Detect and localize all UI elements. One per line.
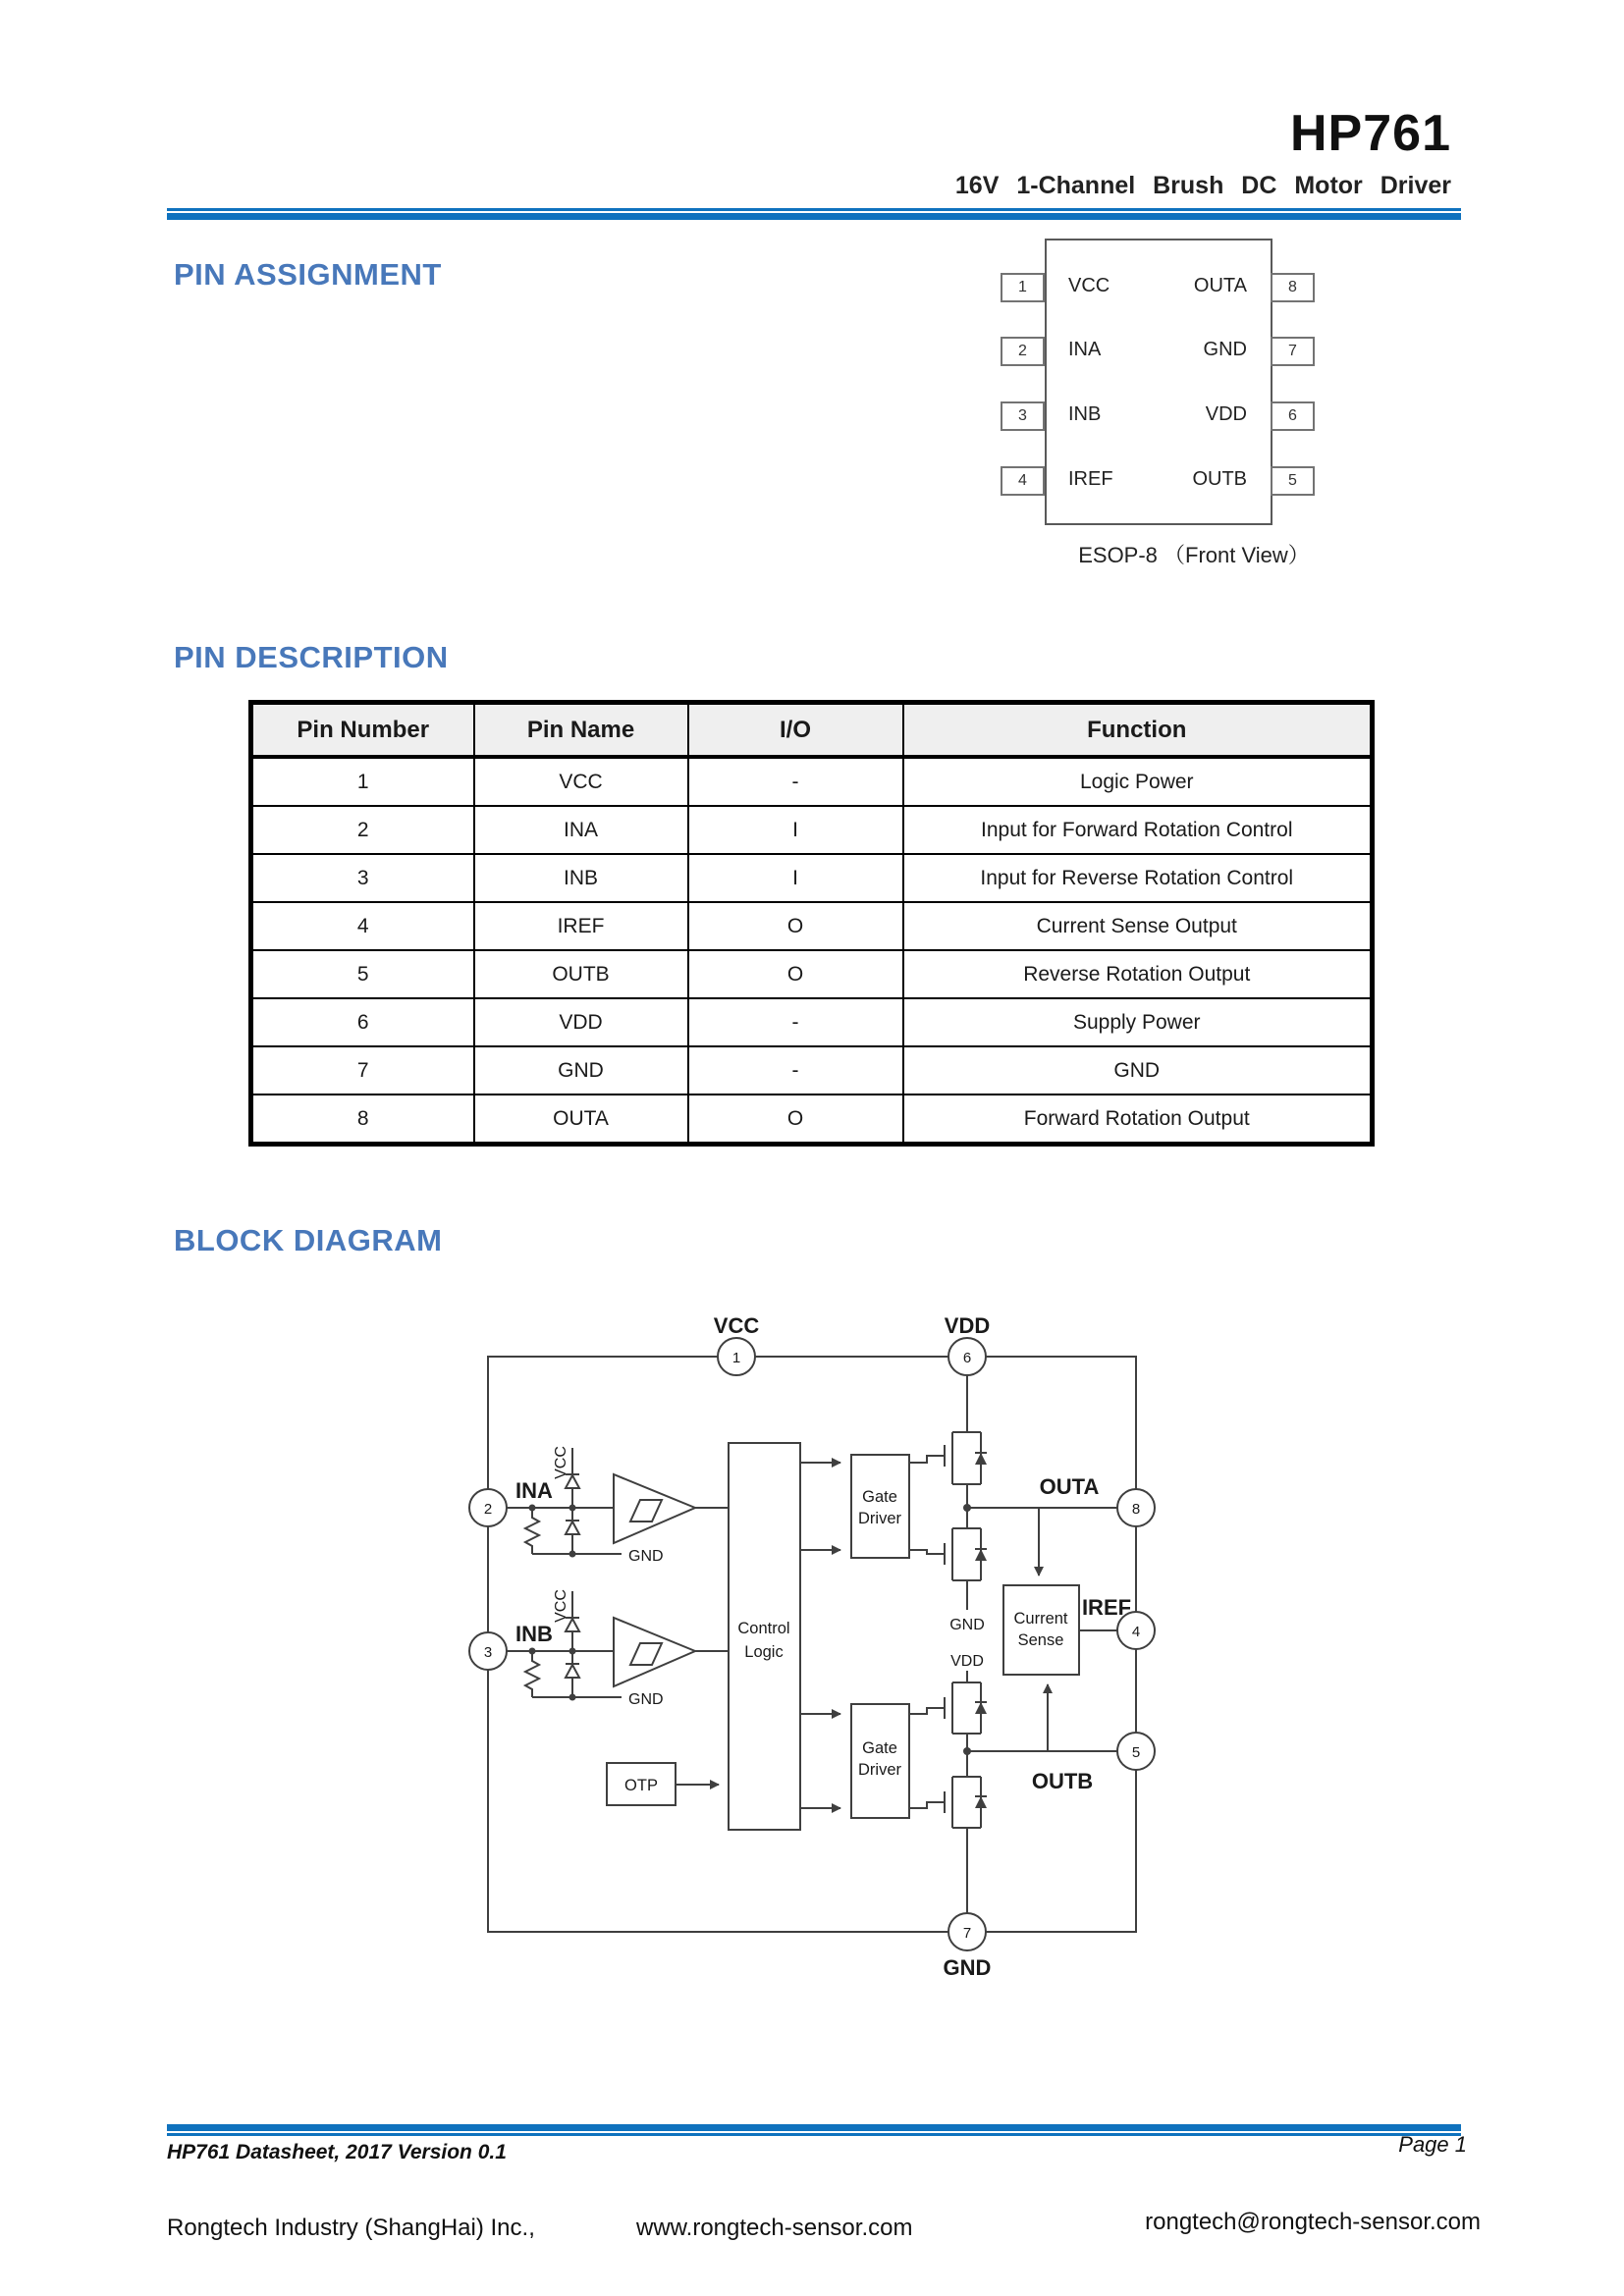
mosfet-low-b xyxy=(943,1777,987,1828)
col-header-pin-number: Pin Number xyxy=(251,703,474,758)
inb-vcc-net-label: VCC xyxy=(553,1589,569,1623)
footer-rule-thick xyxy=(167,2124,1461,2131)
chip-pinname-ina: INA xyxy=(1068,339,1102,360)
chip-pinbox-5: 5 xyxy=(1271,466,1315,496)
bridge-b-vdd-label: VDD xyxy=(950,1653,984,1670)
mosfet-high-a xyxy=(943,1432,987,1484)
heading-pin-description: PIN DESCRIPTION xyxy=(174,640,449,674)
page-title: HP761 xyxy=(1290,105,1451,162)
svg-text:3: 3 xyxy=(483,1644,493,1661)
svg-text:6: 6 xyxy=(962,1350,972,1366)
label-vdd: VDD xyxy=(944,1313,991,1338)
label-inb: INB xyxy=(515,1622,553,1646)
chip-pinbox-1: 1 xyxy=(1001,273,1045,302)
svg-text:Driver: Driver xyxy=(858,1510,901,1527)
table-row: 3 INB I Input for Reverse Rotation Control xyxy=(251,854,1373,902)
pin-description-table xyxy=(248,700,1375,1147)
svg-text:Sense: Sense xyxy=(1017,1631,1064,1649)
table-row: 2 INA I Input for Forward Rotation Control xyxy=(251,806,1373,854)
current-sense-block xyxy=(1003,1585,1079,1675)
mosfet-high-b xyxy=(943,1682,987,1734)
chip-pinname-outb: OUTB xyxy=(1192,468,1247,490)
svg-text:Logic: Logic xyxy=(744,1643,784,1661)
svg-text:Current: Current xyxy=(1013,1610,1068,1628)
chip-pinbox-6: 6 xyxy=(1271,401,1315,431)
footer-page-number: Page 1 xyxy=(1398,2132,1467,2157)
svg-text:Gate: Gate xyxy=(862,1739,897,1757)
table-row: 8 OUTA O Forward Rotation Output xyxy=(251,1095,1373,1145)
ina-schmitt-buffer xyxy=(614,1474,695,1543)
col-header-function: Function xyxy=(903,703,1373,758)
table-row: 5 OUTB O Reverse Rotation Output xyxy=(251,950,1373,998)
svg-text:OTP: OTP xyxy=(624,1777,658,1794)
chip-pinbox-4: 4 xyxy=(1001,466,1045,496)
label-vcc: VCC xyxy=(713,1313,760,1338)
inb-pulldown-resistor xyxy=(525,1651,539,1697)
chip-pinname-gnd: GND xyxy=(1203,339,1247,360)
chip-pinbox-7: 7 xyxy=(1271,337,1315,366)
ina-pulldown-resistor xyxy=(525,1508,539,1554)
footer-company: Rongtech Industry (ShangHai) Inc., xyxy=(167,2215,535,2241)
chip-pinbox-3: 3 xyxy=(1001,401,1045,431)
svg-text:7: 7 xyxy=(962,1925,972,1942)
footer-rule-thin xyxy=(167,2133,1461,2136)
svg-text:5: 5 xyxy=(1131,1744,1141,1761)
svg-text:Gate: Gate xyxy=(862,1488,897,1506)
chip-pinbox-2: 2 xyxy=(1001,337,1045,366)
table-row: 1 VCC - Logic Power xyxy=(251,757,1373,806)
header-rule-thick xyxy=(167,213,1461,220)
page-subtitle: 16V 1-Channel Brush DC Motor Driver xyxy=(954,172,1451,199)
label-ina: INA xyxy=(515,1478,553,1503)
block-diagram xyxy=(422,1310,1218,1988)
svg-text:2: 2 xyxy=(483,1501,493,1518)
table-header-row xyxy=(251,703,1373,758)
inb-schmitt-buffer xyxy=(614,1618,695,1686)
ina-gnd-net-label: GND xyxy=(628,1548,664,1565)
svg-text:4: 4 xyxy=(1131,1624,1141,1640)
svg-text:Control: Control xyxy=(737,1620,790,1637)
chip-pinname-iref: IREF xyxy=(1068,468,1113,490)
ina-vcc-net-label: VCC xyxy=(553,1446,569,1479)
table-row: 7 GND - GND xyxy=(251,1046,1373,1095)
footer-email: rongtech@rongtech-sensor.com xyxy=(1145,2209,1481,2235)
gate-driver-a-block xyxy=(851,1455,909,1558)
footer-rule xyxy=(167,2124,1461,2136)
svg-text:1: 1 xyxy=(731,1350,741,1366)
col-header-pin-name: Pin Name xyxy=(474,703,688,758)
chip-pinname-vdd: VDD xyxy=(1205,403,1247,425)
table-row: 6 VDD - Supply Power xyxy=(251,998,1373,1046)
footer-version-text: HP761 Datasheet, 2017 Version 0.1 xyxy=(167,2141,507,2163)
svg-text:Driver: Driver xyxy=(858,1761,901,1779)
header-rule xyxy=(167,208,1461,220)
svg-text:8: 8 xyxy=(1131,1501,1141,1518)
chip-pinbox-8: 8 xyxy=(1271,273,1315,302)
heading-pin-assignment: PIN ASSIGNMENT xyxy=(174,257,442,292)
bridge-a-gnd-label: GND xyxy=(949,1617,985,1633)
chip-caption: ESOP-8 （Front View） xyxy=(1078,543,1310,567)
heading-block-diagram: BLOCK DIAGRAM xyxy=(174,1223,443,1257)
label-iref: IREF xyxy=(1081,1595,1132,1620)
col-header-io: I/O xyxy=(688,703,903,758)
label-gnd: GND xyxy=(943,1955,992,1980)
chip-pinname-outa: OUTA xyxy=(1193,275,1247,296)
label-outa: OUTA xyxy=(1039,1474,1100,1499)
chip-package-diagram xyxy=(998,236,1351,579)
chip-pinname-vcc: VCC xyxy=(1068,275,1110,296)
footer-website: www.rongtech-sensor.com xyxy=(636,2215,913,2241)
label-outb: OUTB xyxy=(1031,1769,1094,1793)
chip-pinname-inb: INB xyxy=(1068,403,1102,425)
mosfet-low-a xyxy=(943,1528,987,1580)
inb-gnd-net-label: GND xyxy=(628,1691,664,1708)
table-row: 4 IREF O Current Sense Output xyxy=(251,902,1373,950)
